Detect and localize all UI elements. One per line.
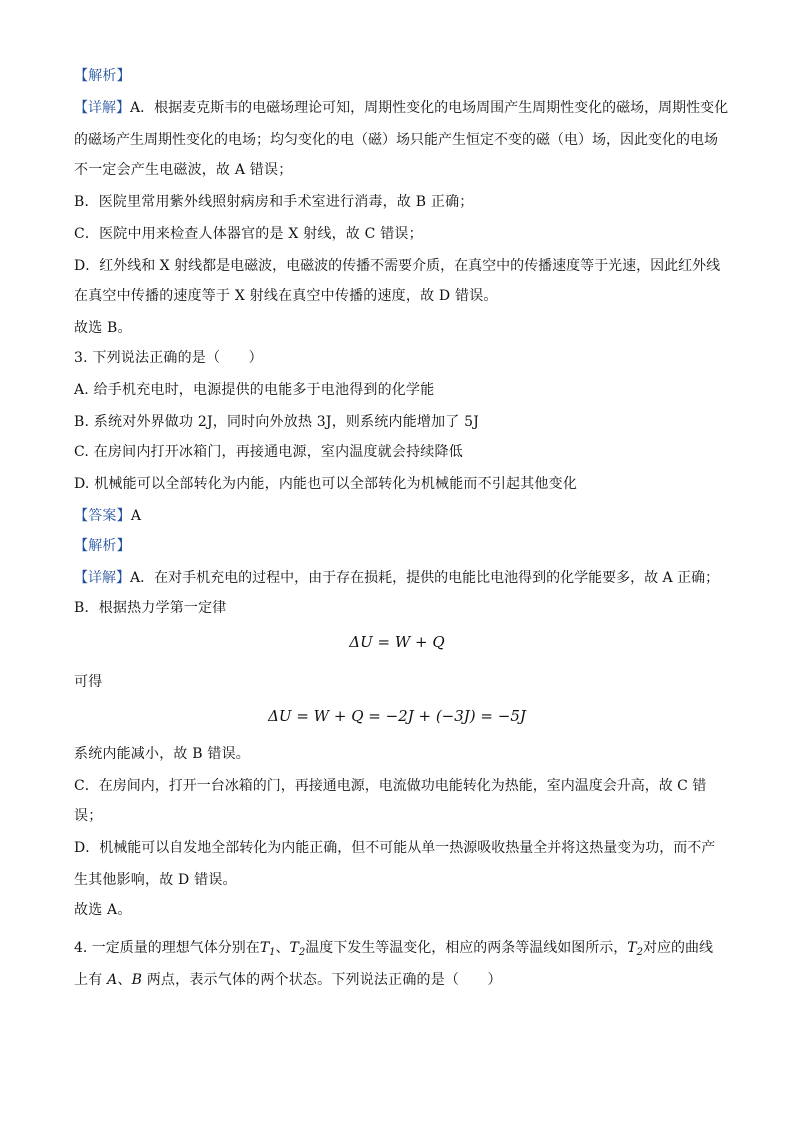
t2-subscript-2: 2 <box>636 947 643 958</box>
t2-symbol-2 <box>627 940 643 956</box>
q4-stem-line-1 <box>74 938 734 958</box>
t2-symbol <box>290 940 306 956</box>
q2-detail-line-3: 不一定会产生电磁波，故 A 错误； <box>74 162 293 178</box>
q4-text-d: 上有 <box>74 972 108 988</box>
q3-c-analysis-1: C．在房间内，打开一台冰箱的门，再接通电源，电流做功电能转化为热能，室内温度会升高，故 C 错 <box>74 778 707 794</box>
q3-d-analysis-2: 生其他影响，故 D 错误。 <box>74 872 237 888</box>
formula-first-law: ΔU = W + Q <box>349 633 445 651</box>
q3-choose: 故选 A。 <box>74 902 132 918</box>
q3-d-analysis-1: D．机械能可以自发地全部转化为内能正确，但不可能从单一热源吸收热量全并将这热量变为功，而不产 <box>74 840 716 856</box>
q4-text-b: 温度下发生等温变化，相应的两条等温线如图所示， <box>305 940 628 956</box>
detail-label: 【详解】 <box>74 100 130 116</box>
q2-option-d-analysis-2: 在真空中传播的速度等于 X 射线在真空中传播的速度，故 D 错误。 <box>74 288 498 304</box>
answer-line <box>74 506 734 526</box>
q3-option-d: D. 机械能可以全部转化为内能，内能也可以全部转化为机械能而不引起其他变化 <box>74 476 578 492</box>
answer-value: A <box>130 508 142 524</box>
q2-option-b-analysis: B．医院里常用紫外线照射病房和手术室进行消毒，故 B 正确； <box>74 194 474 210</box>
q2-detail-line-2: 的磁场产生周期性变化的电场；均匀变化的电（磁）场只能产生恒定不变的磁（电）场，因此变化的电场 <box>74 132 718 148</box>
formula-calculation: ΔU = W + Q = −2J + (−3J) = −5J <box>268 707 526 725</box>
q2-detail-text-1: A．根据麦克斯韦的电磁场理论可知，周期性变化的电场周围产生周期性变化的磁场，周期性变化 <box>130 100 729 116</box>
q2-detail-line-1 <box>74 98 734 118</box>
q2-option-c-analysis: C．医院中用来检查人体器官的是 X 射线，故 C 错误； <box>74 226 423 242</box>
q2-option-d-analysis-1: D．红外线和 X 射线都是电磁波，电磁波的传播不需要介质，在真空中的传播速度等于光速，因此红外线 <box>74 258 721 274</box>
analysis-label: 【解析】 <box>74 68 131 84</box>
detail-label-2: 【详解】 <box>74 570 130 586</box>
q3-c-analysis-2: 误； <box>74 808 103 824</box>
point-a: A <box>107 972 118 988</box>
q3-detail-b: B．根据热力学第一定律 <box>74 600 227 616</box>
q3-detail-a-text: A．在对手机充电的过程中，由于存在损耗，提供的电能比电池得到的化学能要多，故 A 正确； <box>130 570 720 586</box>
q3-b-conclusion: 系统内能减小，故 B 错误。 <box>74 746 250 762</box>
q3-option-a: A. 给手机充电时，电源提供的电能多于电池得到的化学能 <box>74 382 435 398</box>
q3-stem: 3. 下列说法正确的是（ ） <box>74 350 263 366</box>
point-b: B <box>131 972 143 988</box>
q3-detail-a <box>74 568 734 588</box>
analysis-label-2: 【解析】 <box>74 538 131 554</box>
t1-subscript: 1 <box>269 947 276 958</box>
q4-text-e: 两点，表示气体的两个状态。下列说法正确的是（ ） <box>142 972 502 988</box>
q4-stem-line-2 <box>74 970 734 990</box>
q2-choose: 故选 B。 <box>74 320 132 336</box>
t1-symbol <box>260 940 276 956</box>
kede: 可得 <box>74 674 103 690</box>
t2-letter: T <box>289 940 299 956</box>
q4-separator: 、 <box>275 940 290 956</box>
q3-option-b: B. 系统对外界做功 2J，同时向外放热 3J，则系统内能增加了 5J <box>74 414 480 430</box>
q4-separator-2: 、 <box>117 972 132 988</box>
t2-subscript: 2 <box>298 947 306 958</box>
t1-letter: T <box>259 940 270 956</box>
q4-text-c: 对应的曲线 <box>642 940 713 956</box>
t2-letter-2: T <box>627 940 637 956</box>
answer-label: 【答案】 <box>74 508 131 524</box>
q4-text-a: 4. 一定质量的理想气体分别在 <box>74 940 260 956</box>
q3-option-c: C. 在房间内打开冰箱门，再接通电源，室内温度就会持续降低 <box>74 444 463 460</box>
